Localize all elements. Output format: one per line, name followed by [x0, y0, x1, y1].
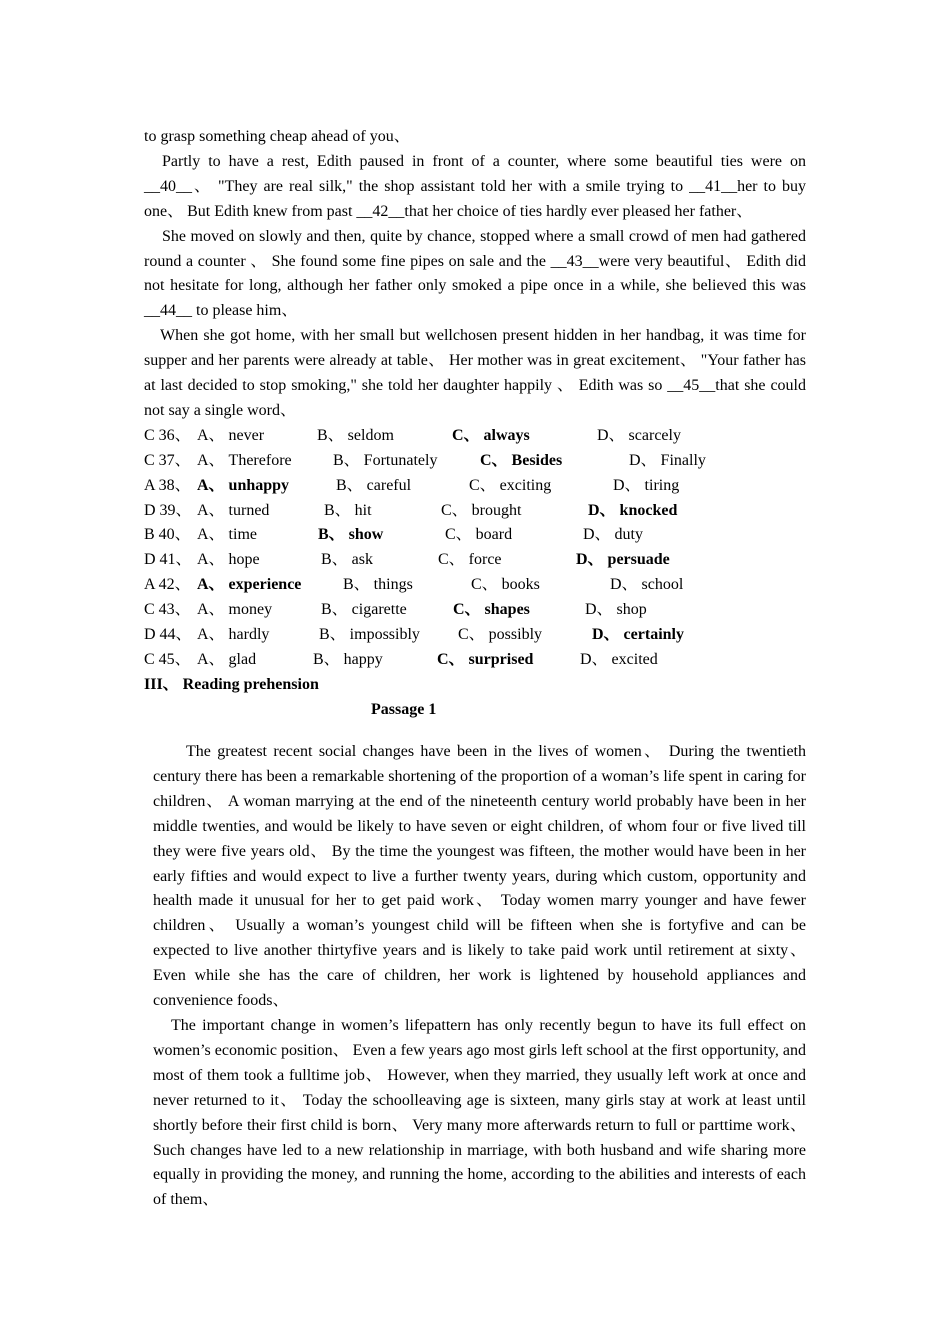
answer-list	[144, 424, 806, 673]
option-c: C、 exciting	[469, 476, 552, 494]
option-c: C、 possibly	[458, 626, 543, 643]
answer-row	[144, 548, 806, 573]
passage-paragraph: The important change in women’s lifepattern has only recently begun to have its full effect on women’s economic position、 Even a few years ago most girls left school at the first opportunity, and most of them took a fulltime job、 However, when they married, they usually left work at once and never returned to it、 Today the schoolleaving age is sixteen, many girls stay at work at least until shortly before their first child is born、 Very many more afterwards return to full or parttime work、 Such changes have led to a new relationship in marriage, with both husband and wife sharing more equally in providing the money, and running the home, according to the abilities and interests of each of them、	[153, 1016, 806, 1209]
option-c: C、 board	[445, 526, 513, 544]
story-paragraph: to grasp something cheap ahead of you、	[144, 128, 410, 145]
option-d: D、 certainly	[592, 626, 684, 643]
passage-title: Passage 1	[371, 700, 437, 718]
answer-row	[144, 424, 806, 449]
answer-number: D 41、	[144, 551, 192, 569]
option-b: B、 happy	[313, 650, 383, 668]
answer-number: C 37、	[144, 451, 191, 469]
option-b: B、 things	[343, 576, 413, 594]
passage-body	[153, 740, 806, 1213]
option-c: C、 Besides	[480, 451, 563, 469]
option-c: C、 force	[438, 551, 502, 569]
option-c: C、 brought	[441, 501, 522, 519]
cloze-section	[144, 125, 806, 723]
answer-row	[144, 598, 806, 623]
option-d: D、 duty	[583, 526, 644, 544]
answer-number: A 38、	[144, 476, 191, 494]
option-c: C、 books	[471, 576, 540, 594]
option-a: A、 unhappy	[197, 476, 290, 494]
option-d: D、 school	[610, 576, 684, 594]
option-a: A、 glad	[197, 650, 257, 668]
option-d: D、 scarcely	[597, 426, 681, 444]
answer-row	[144, 573, 806, 598]
option-d: D、 shop	[585, 601, 647, 619]
option-b: B、 cigarette	[321, 601, 407, 619]
answer-number: D 39、	[144, 501, 192, 519]
option-c: C、 shapes	[453, 601, 530, 619]
option-d: D、 Finally	[629, 451, 706, 469]
story-paragraph: Partly to have a rest, Edith paused in front of a counter, where some beautiful ties were on __40__、 "They are real silk," the shop assistant told her with a smile trying to __41__her to buy one、 But Edith knew from past __42__that her choice of ties hardly ever pleased her father、	[144, 152, 806, 220]
option-a: A、 turned	[197, 501, 270, 519]
option-b: B、 ask	[321, 551, 374, 569]
answer-row	[144, 449, 806, 474]
story-paragraph: She moved on slowly and then, quite by chance, stopped where a small crowd of men had gathered round a counter 、 She found some fine pipes on sale and the __43__were very beautiful、 Edith did not hesitate for long, although her father only smoked a pipe once in a while, she believed this was __44__ to please him、	[144, 227, 807, 320]
option-d: D、 excited	[580, 650, 658, 668]
passage-paragraph: The greatest recent social changes have been in the lives of women、 During the twentieth century there has been a remarkable shortening of the proportion of a woman’s life spent in caring for children、 A woman marrying at the end of the nineteenth century world probably have been in her middle twenties, and would be likely to have seven or eight children, of whom four or five lived till they were five years old、 By the time the youngest was fifteen, the mother would have been in her early fifties and would expect to live a further twenty years, during which custom, opportunity and health made it unusual for her to get paid work、 Today women marry younger and have fewer children、 Usually a woman’s youngest child will be fifteen when she is fortyfive and can be expected to live another thirtyfive years and is likely to take paid work until retirement at sixty、 Even while she has the care of children, her work is lightened by household appliances and convenience foods、	[153, 743, 806, 1010]
answer-row	[144, 499, 806, 524]
option-a: A、 Therefore	[197, 451, 292, 469]
option-a: A、 hope	[197, 551, 260, 569]
option-b: B、 impossibly	[319, 626, 420, 643]
answer-number: C 36、	[144, 426, 191, 444]
option-c: C、 surprised	[437, 650, 534, 668]
option-c: C、 always	[452, 426, 530, 444]
answer-number: B 40、	[144, 526, 191, 544]
answer-row	[144, 648, 806, 673]
option-a: A、 money	[197, 601, 273, 619]
answer-row	[144, 474, 806, 499]
option-d: D、 tiring	[613, 476, 680, 494]
answer-row	[144, 523, 806, 548]
option-b: B、 careful	[336, 476, 412, 494]
story-paragraph: When she got home, with her small but wellchosen present hidden in her handbag, it was time for supper and her parents were already at table、 Her mother was in great excitement、 "Your father has at last decided to stop smoking," she told her daughter happily 、 Edith was so __45__that she could not say a single word、	[144, 327, 807, 419]
answer-number: A 42、	[144, 576, 191, 594]
answer-number: C 45、	[144, 650, 191, 668]
option-a: A、 experience	[197, 576, 302, 594]
option-a: A、 hardly	[197, 626, 270, 643]
answer-row	[144, 623, 806, 648]
answer-number: C 43、	[144, 601, 191, 619]
option-b: B、 show	[318, 526, 384, 544]
option-d: D、 persuade	[576, 551, 670, 569]
section-heading: III、 Reading prehension	[144, 675, 319, 693]
option-b: B、 hit	[324, 501, 372, 519]
option-b: B、 seldom	[317, 426, 394, 444]
option-a: A、 never	[197, 426, 265, 444]
option-a: A、 time	[197, 526, 257, 544]
option-b: B、 Fortunately	[333, 451, 438, 469]
option-d: D、 knocked	[588, 501, 678, 519]
answer-number: D 44、	[144, 626, 192, 643]
